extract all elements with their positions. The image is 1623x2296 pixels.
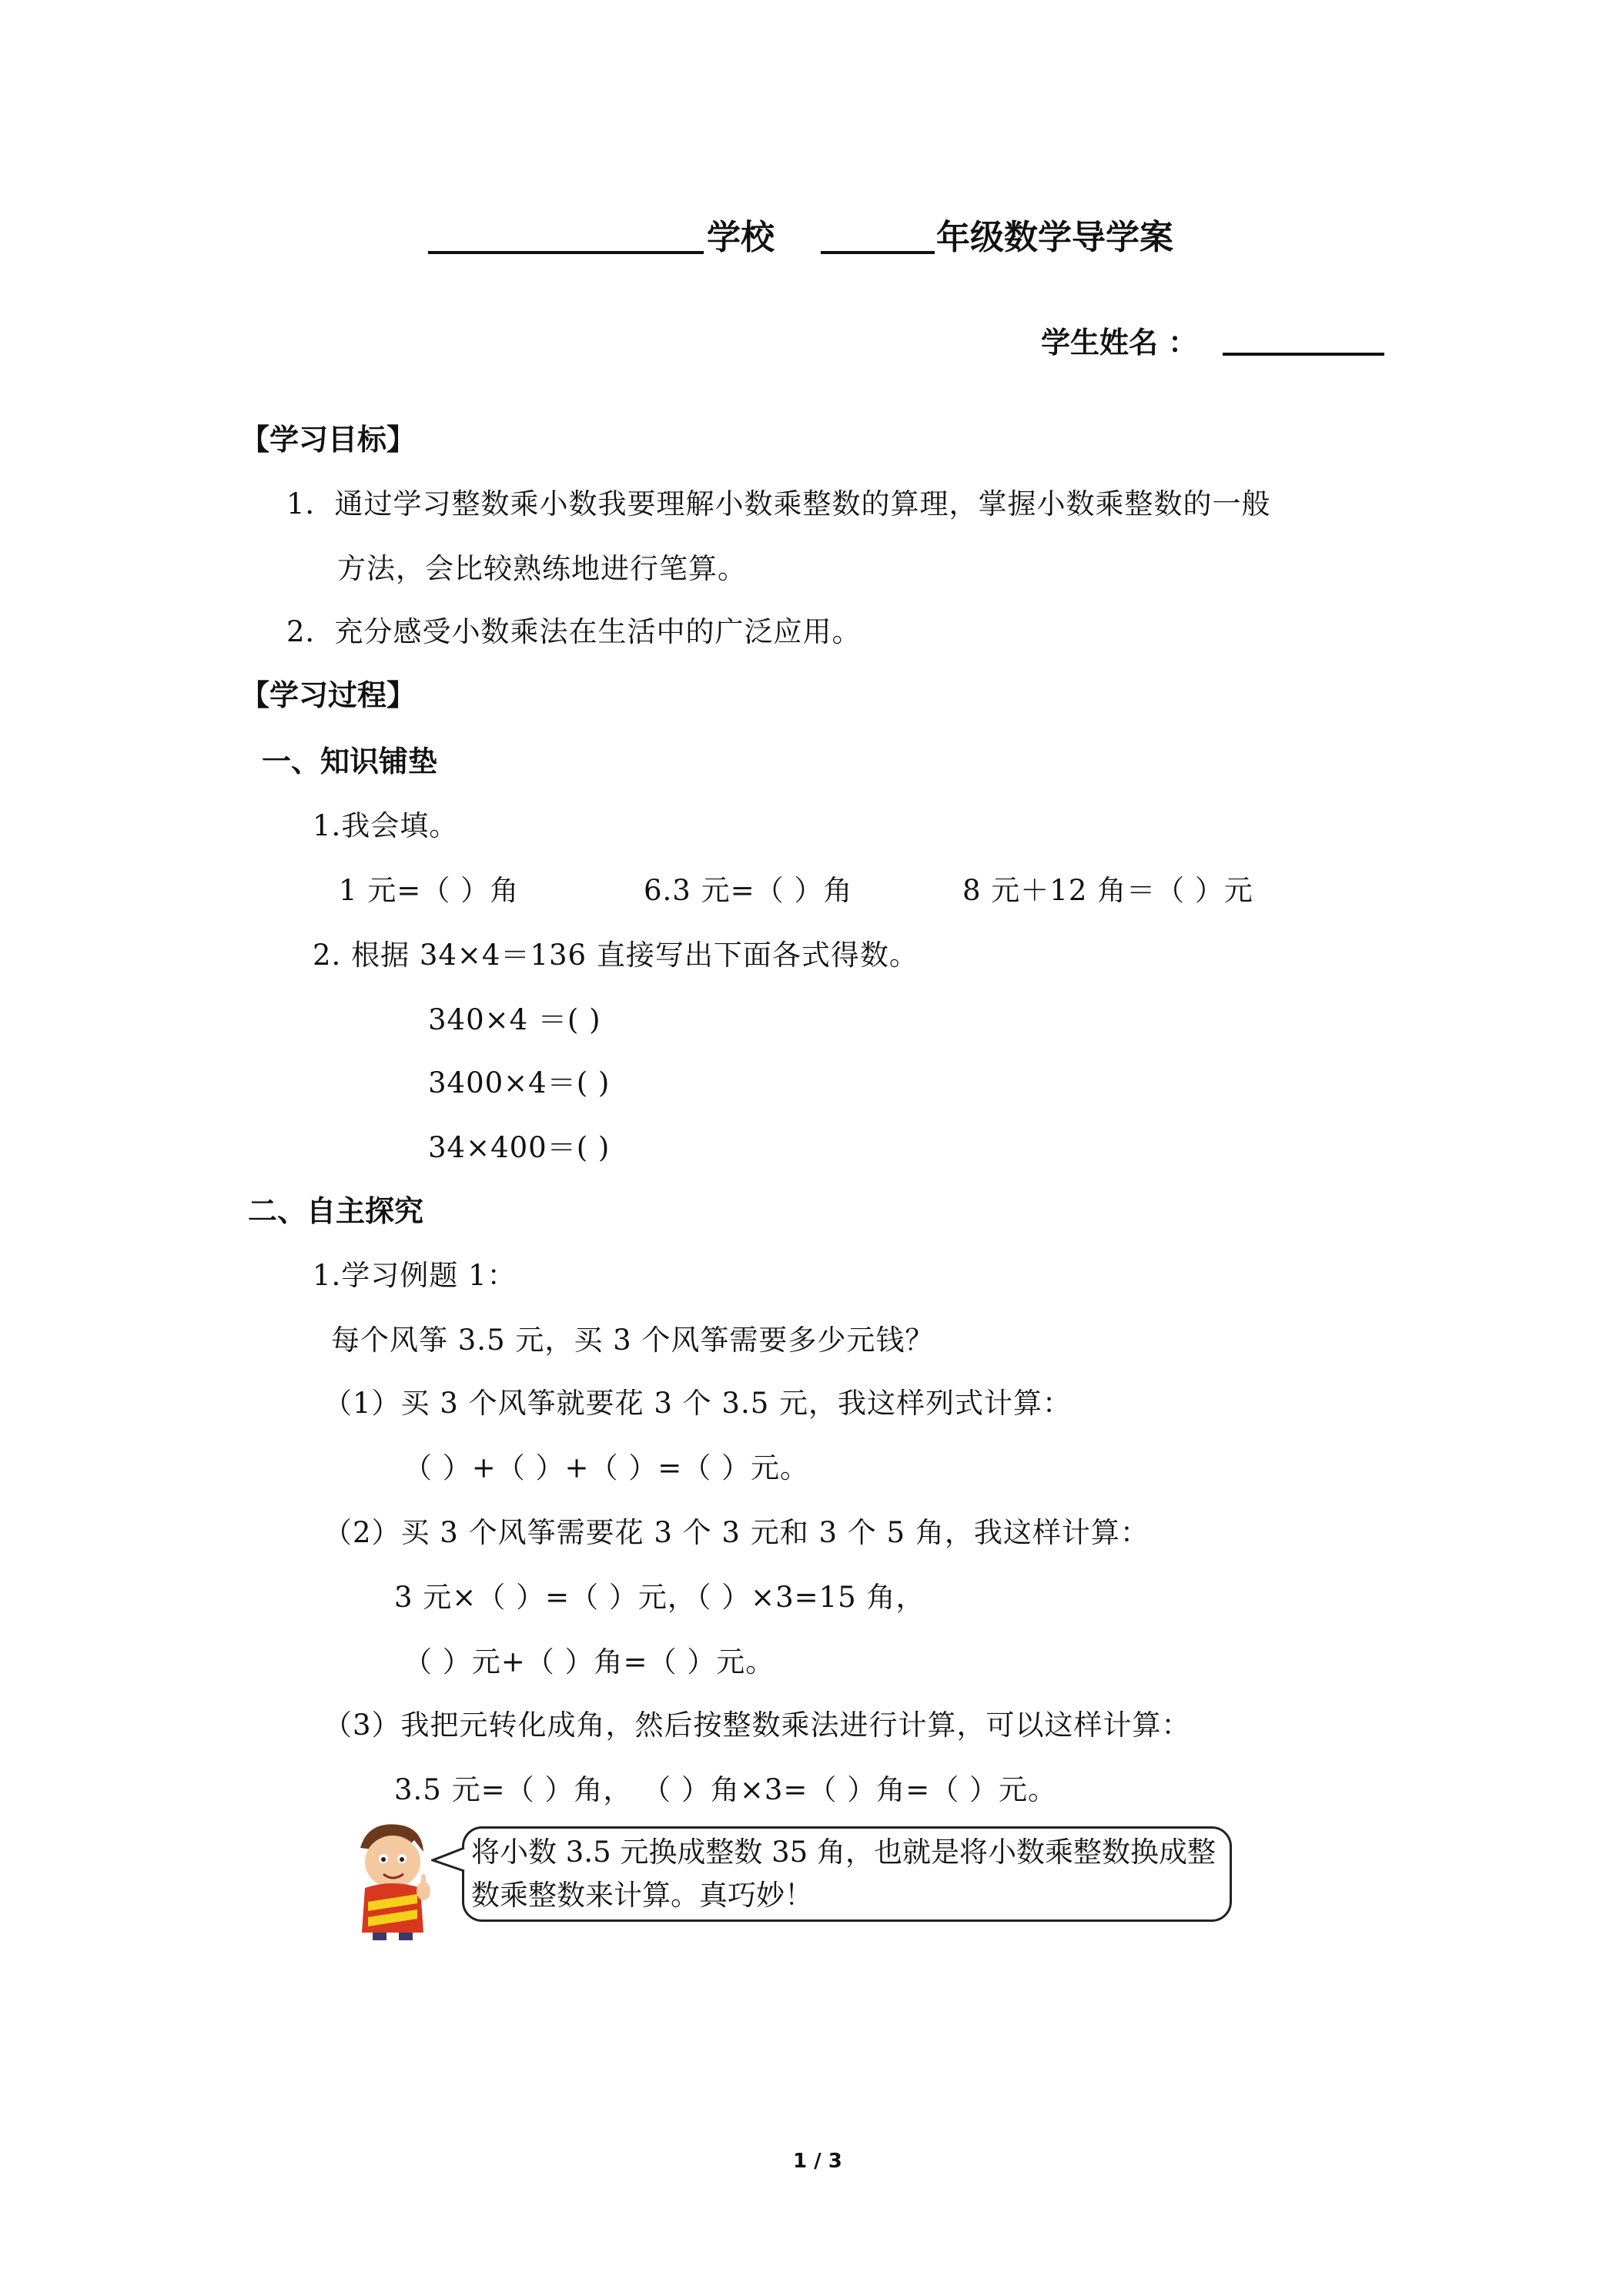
school-label: 学校: [707, 218, 775, 257]
q2-label: 2. 根据 34×4＝136 直接写出下面各式得数。: [313, 939, 919, 972]
q2-item: 340×4 ＝( ): [428, 1003, 601, 1036]
part-1-label: （1）买 3 个风筝就要花 3 个 3.5 元，我这样列式计算：: [323, 1387, 1073, 1420]
process-heading: 【学习过程】: [240, 678, 417, 712]
grade-blank: [821, 220, 935, 254]
part-1-formula: （ ）+（ ）+（ ）=（ ）元。: [403, 1451, 810, 1484]
part-3-label: （3）我把元转化成角，然后按整数乘法进行计算，可以这样计算：: [323, 1709, 1191, 1742]
speech-bubble-tail: [431, 1845, 467, 1876]
student-name-label: 学生姓名 ：: [1041, 326, 1198, 360]
objective-2: 2．充分感受小数乘法在生活中的广泛应用。: [286, 615, 862, 648]
objectives-heading: 【学习目标】: [240, 423, 417, 457]
section-2-heading: 二、自主探究: [248, 1194, 424, 1228]
example-label: 1.学习例题 1：: [313, 1259, 517, 1292]
speech-bubble-text: 将小数 3.5 元换成整数 35 角，也就是将小数乘整数换成整数乘整数来计算。真巧妙！: [471, 1836, 1216, 1912]
objective-1-line-2: 方法，会比较熟练地进行笔算。: [337, 552, 747, 585]
q2-item: 34×400＝( ): [428, 1131, 611, 1164]
part-2-formula-1: 3 元×（ ）=（ ）元，（ ）×3=15 角，: [394, 1581, 925, 1614]
page-title: 年级数学导学案: [936, 218, 1173, 257]
example-problem: 每个风筝 3.5 元，买 3 个风筝需要多少元钱？: [331, 1324, 935, 1357]
school-name-blank: [428, 220, 704, 254]
page-number: 1 / 3: [793, 2150, 842, 2173]
part-2-label: （2）买 3 个风筝需要花 3 个 3 元和 3 个 5 角，我这样计算：: [323, 1516, 1149, 1549]
q2-item: 3400×4＝( ): [428, 1066, 611, 1099]
q1-item: 6.3 元=（ ）角: [644, 874, 853, 907]
student-name-blank: [1223, 322, 1384, 356]
q1-item: 8 元＋12 角＝（ ）元: [962, 874, 1253, 907]
section-1-heading: 一、知识铺垫: [262, 745, 438, 778]
cartoon-boy-illustration: [337, 1817, 445, 1940]
part-3-formula: 3.5 元=（ ）角， （ ）角×3=（ ）角=（ ）元。: [394, 1773, 1057, 1806]
q1-item: 1 元=（ ）角: [339, 874, 520, 907]
part-2-formula-2: （ ）元+（ ）角=（ ）元。: [403, 1645, 775, 1678]
q1-label: 1.我会填。: [313, 809, 459, 842]
objective-1-line-1: 1．通过学习整数乘小数我要理解小数乘整数的算理，掌握小数乘整数的一般: [286, 487, 1271, 520]
